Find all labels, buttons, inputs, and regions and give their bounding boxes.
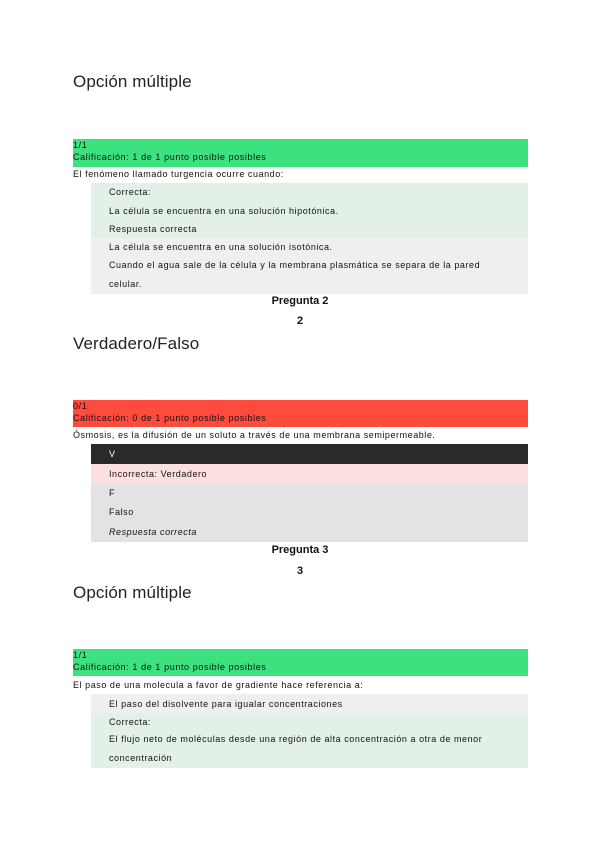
pregunta-2-number: 2: [296, 315, 304, 327]
question-3-score: 1/1: [73, 650, 88, 660]
question-3-heading: Opción múltiple: [73, 583, 192, 602]
pregunta-2-label: Pregunta 2: [271, 295, 329, 307]
question-3-score-bar: [73, 649, 528, 676]
q1-correct-answer-label: Respuesta correcta: [91, 220, 528, 238]
question-2-text: Ósmosis, es la difusión de un soluto a través de una membrana semipermeable.: [73, 430, 436, 440]
q3-option-net-flow[interactable]: El flujo neto de moléculas desde una región de alta concentración a otra de menor: [91, 730, 528, 748]
question-1-grade: Calificación: 1 de 1 punto posible posibles: [73, 152, 267, 162]
question-1-text: El fenómeno llamado turgencia ocurre cuando:: [73, 169, 284, 179]
question-3-grade: Calificación: 1 de 1 punto posible posibles: [73, 662, 267, 672]
q2-option-falso: Falso: [91, 502, 528, 521]
question-2-grade: Calificación: 0 de 1 punto posible posibles: [73, 413, 267, 423]
pregunta-3-label: Pregunta 3: [271, 544, 329, 556]
question-2-score-bar: [73, 400, 528, 427]
q1-correct-label: Correcta:: [91, 183, 528, 201]
q3-correct-label: Correcta:: [91, 713, 528, 730]
q2-option-v[interactable]: V: [91, 444, 528, 464]
q3-option-solvent[interactable]: El paso del disolvente para igualar concentraciones: [91, 694, 528, 713]
question-1-score: 1/1: [73, 140, 88, 150]
question-3-text: El paso de una molecula a favor de gradiente hace referencia a:: [73, 680, 364, 690]
question-1-heading: Opción múltiple: [73, 72, 192, 91]
q2-option-f[interactable]: F: [91, 483, 528, 502]
q3-option-net-flow-cont: concentración: [91, 748, 528, 768]
question-2-heading: Verdadero/Falso: [73, 334, 200, 353]
q1-option-plasmolysis-cont: celular.: [91, 274, 528, 294]
q2-incorrect-label: Incorrecta: Verdadero: [91, 464, 528, 483]
q1-option-isotonic[interactable]: La célula se encuentra en una solución isotónica.: [91, 238, 528, 256]
pregunta-3-number: 3: [296, 565, 304, 577]
question-1-score-bar: [73, 139, 528, 167]
q1-option-correct[interactable]: La célula se encuentra en una solución hipotónica.: [91, 201, 528, 220]
q1-option-plasmolysis[interactable]: Cuando el agua sale de la célula y la membrana plasmática se separa de la pared: [91, 256, 528, 274]
q2-correct-answer-label: Respuesta correcta: [91, 521, 528, 542]
question-2-score: 0/1: [73, 401, 88, 411]
